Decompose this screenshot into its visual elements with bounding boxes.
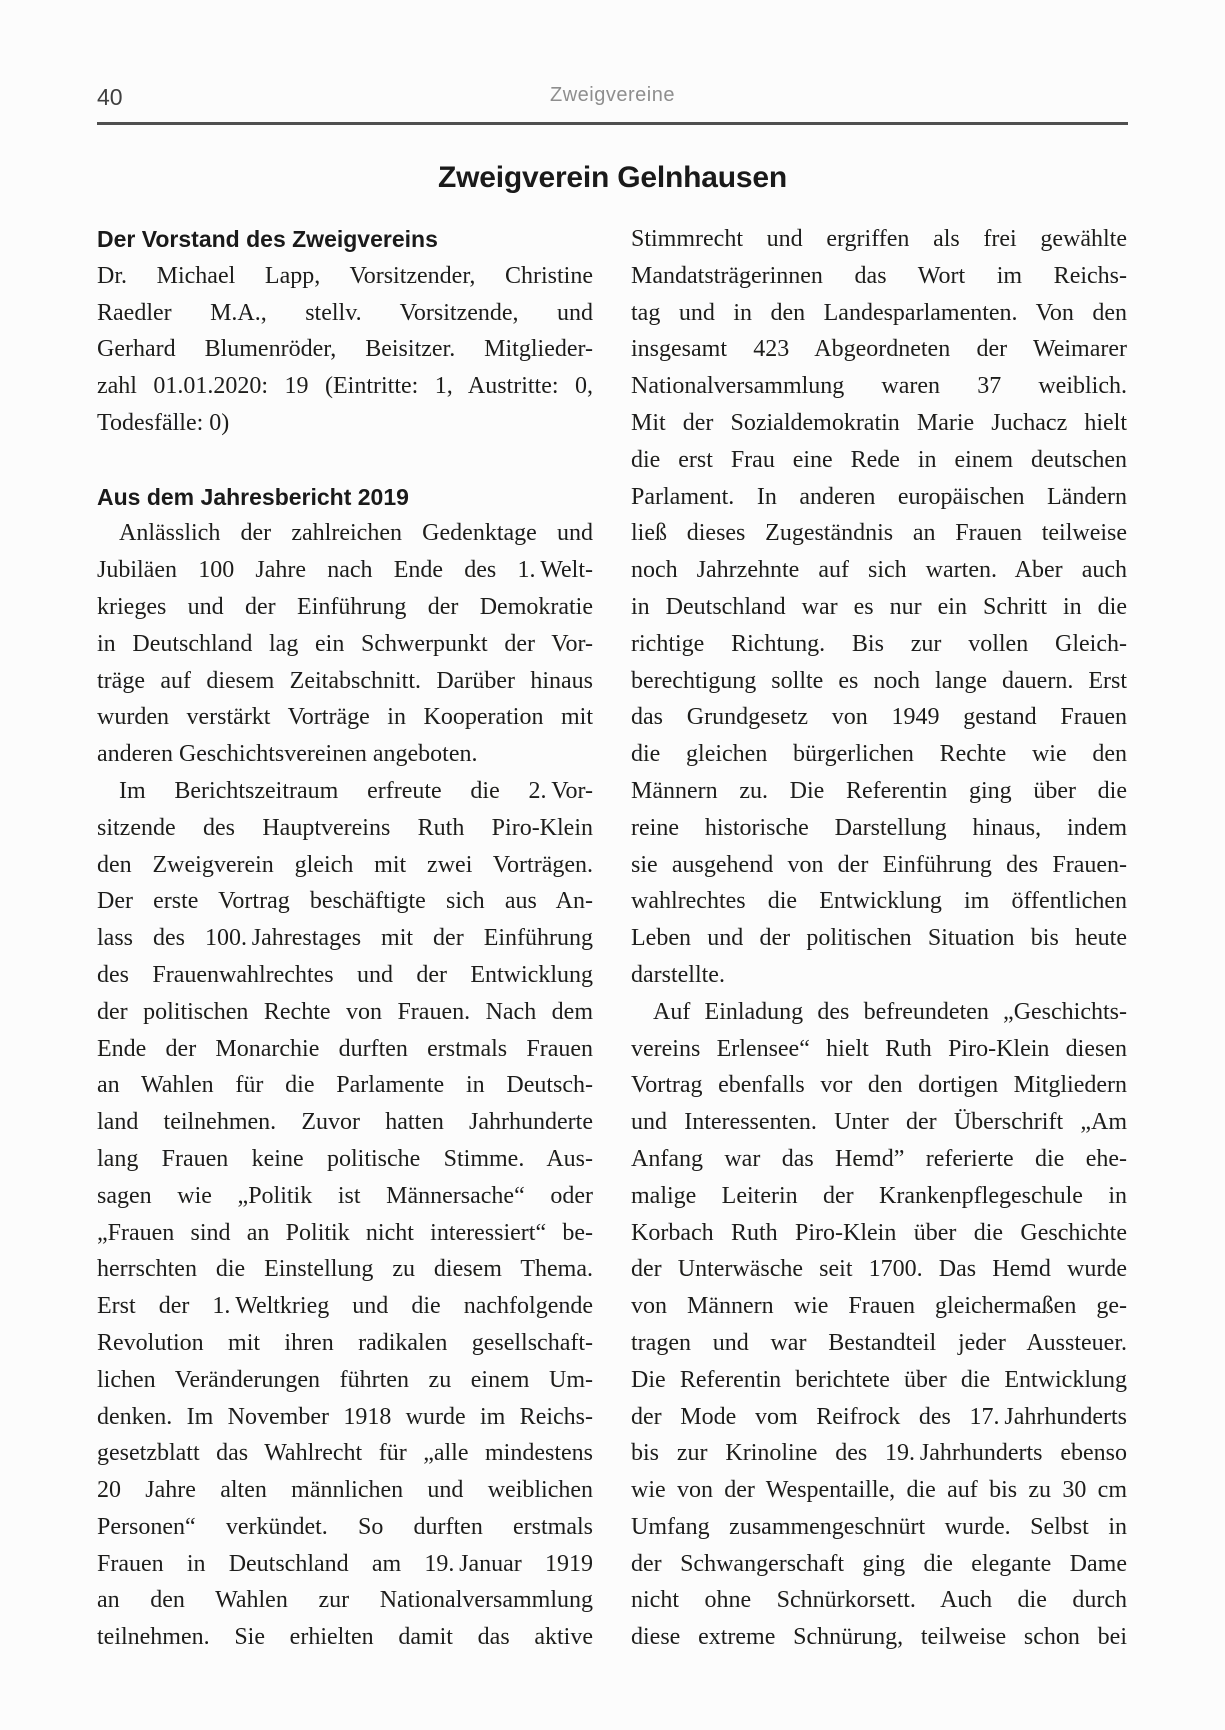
text-line: Jubiläen 100 Jahre nach Ende des 1. Welt-	[97, 557, 593, 584]
text-line: die gleichen bürgerlichen Rechte wie den	[631, 741, 1127, 768]
text-line: Mandatsträgerinnen das Wort im Reichs-	[631, 262, 1127, 289]
text-line: land teilnehmen. Zuvor hatten Jahrhunderte	[97, 1109, 593, 1136]
text-line: in Deutschland war es nur ein Schritt in die	[631, 593, 1127, 620]
text-line: noch Jahrzehnte auf sich warten. Aber auch	[631, 557, 1127, 584]
text-line: Nationalversammlung waren 37 weiblich.	[631, 373, 1127, 400]
text-line: sie ausgehend von der Einführung des Frauen-	[631, 851, 1127, 878]
text-line: in Deutschland lag ein Schwerpunkt der Vor-	[97, 630, 593, 657]
text-line: der Schwangerschaft ging die elegante Dame	[631, 1550, 1127, 1577]
text-line: den Zweigverein gleich mit zwei Vorträgen.	[97, 851, 593, 878]
text-line: das Grundgesetz von 1949 gestand Frauen	[631, 704, 1127, 731]
text-line: Leben und der politischen Situation bis heute	[631, 925, 1127, 952]
text-line: vereins Erlensee“ hielt Ruth Piro-Klein diesen	[631, 1035, 1127, 1062]
text-line: bis zur Krinoline des 19. Jahrhunderts ebenso	[631, 1440, 1127, 1467]
text-line: sitzende des Hauptvereins Ruth Piro-Klein	[97, 814, 593, 841]
text-line: an den Wahlen zur Nationalversammlung	[97, 1587, 593, 1614]
text-line: lass des 100. Jahrestages mit der Einführung	[97, 925, 593, 952]
section-heading-jahresbericht: Aus dem Jahresbericht 2019	[97, 483, 409, 510]
text-line: Auf Einladung des befreundeten „Geschichts-	[653, 998, 1127, 1025]
text-line: Frauen in Deutschland am 19. Januar 1919	[97, 1550, 593, 1577]
section-heading-vorstand: Der Vorstand des Zweigvereins	[97, 226, 438, 252]
text-line: ließ dieses Zugeständnis an Frauen teilweise	[631, 520, 1127, 547]
blank-line	[97, 442, 593, 479]
page-number: 40	[97, 84, 123, 110]
text-line: „Frauen sind an Politik nicht interessiert“ be-	[97, 1219, 593, 1246]
text-line: sagen wie „Politik ist Männersache“ oder	[97, 1182, 593, 1209]
text-line: Revolution mit ihren radikalen gesellschaft-	[97, 1329, 593, 1356]
column-left	[97, 221, 593, 1656]
text-line: berechtigung sollte es noch lange dauern. Erst	[631, 667, 1127, 694]
running-header: Zweigvereine	[550, 84, 675, 106]
text-line: Im Berichtszeitraum erfreute die 2. Vor-	[119, 777, 593, 804]
text-line: Männern zu. Die Referentin ging über die	[631, 777, 1127, 804]
text-line: Die Referentin berichtete über die Entwicklung	[631, 1366, 1127, 1393]
text-line: Parlament. In anderen europäischen Ländern	[631, 483, 1127, 510]
text-line: insgesamt 423 Abgeordneten der Weimarer	[631, 336, 1127, 363]
text-line: anderen Geschichtsvereinen angeboten.	[97, 741, 478, 768]
text-line: reine historische Darstellung hinaus, indem	[631, 814, 1127, 841]
text-line: Erst der 1. Weltkrieg und die nachfolgende	[97, 1293, 593, 1320]
text-line: Der erste Vortrag beschäftigte sich aus An-	[97, 888, 593, 915]
text-line: Todesfälle: 0)	[97, 409, 230, 436]
text-line: Vortrag ebenfalls vor den dortigen Mitgliedern	[631, 1072, 1127, 1099]
page-header	[97, 84, 1128, 112]
text-line: tag und in den Landesparlamenten. Von den	[631, 299, 1127, 326]
text-line: wahlrechtes die Entwicklung im öffentlichen	[631, 888, 1127, 915]
text-line: diese extreme Schnürung, teilweise schon bei	[631, 1624, 1127, 1651]
text-line: von Männern wie Frauen gleichermaßen ge-	[631, 1293, 1127, 1320]
text-line: an Wahlen für die Parlamente in Deutsch-	[97, 1072, 593, 1099]
text-line: lichen Veränderungen führten zu einem Um-	[97, 1366, 593, 1393]
text-line: tragen und war Bestandteil jeder Aussteuer.	[631, 1329, 1127, 1356]
column-right	[631, 221, 1127, 1656]
text-line: Umfang zusammengeschnürt wurde. Selbst in	[631, 1513, 1127, 1540]
text-line: der Unterwäsche seit 1700. Das Hemd wurde	[631, 1256, 1127, 1283]
text-line: 20 Jahre alten männlichen und weiblichen	[97, 1477, 593, 1504]
text-line: Korbach Ruth Piro-Klein über die Geschichte	[631, 1219, 1127, 1246]
text-line: teilnehmen. Sie erhielten damit das aktive	[97, 1624, 593, 1651]
text-line: darstellte.	[631, 961, 725, 988]
text-line: krieges und der Einführung der Demokratie	[97, 593, 593, 620]
text-columns	[97, 221, 1128, 1656]
text-line: herrschten die Einstellung zu diesem Thema.	[97, 1256, 593, 1283]
article-title: Zweigverein Gelnhausen	[437, 161, 788, 194]
text-line: wie von der Wespentaille, die auf bis zu 30 cm	[631, 1477, 1127, 1504]
text-line: richtige Richtung. Bis zur vollen Gleich-	[631, 630, 1127, 657]
header-rule	[97, 122, 1128, 125]
text-line: denken. Im November 1918 wurde im Reichs-	[97, 1403, 593, 1430]
text-line: Dr. Michael Lapp, Vorsitzender, Christine	[97, 262, 593, 289]
text-line: zahl 01.01.2020: 19 (Eintritte: 1, Austritte: 0,	[97, 373, 593, 400]
text-line: Gerhard Blumenröder, Beisitzer. Mitglieder-	[97, 336, 593, 363]
text-line: Stimmrecht und ergriffen als frei gewählte	[631, 226, 1127, 252]
text-line: der Mode vom Reifrock des 17. Jahrhunderts	[631, 1403, 1127, 1430]
text-line: wurden verstärkt Vorträge in Kooperation mit	[97, 704, 593, 731]
text-line: Personen“ verkündet. So durften erstmals	[97, 1513, 593, 1540]
text-line: träge auf diesem Zeitabschnitt. Darüber hinaus	[97, 667, 593, 694]
text-line: und Interessenten. Unter der Überschrift „Am	[631, 1109, 1127, 1136]
text-line: Raedler M.A., stellv. Vorsitzende, und	[97, 299, 593, 326]
text-line: Ende der Monarchie durften erstmals Frauen	[97, 1035, 593, 1062]
text-line: Anlässlich der zahlreichen Gedenktage und	[119, 520, 593, 547]
text-line: malige Leiterin der Krankenpflegeschule in	[631, 1182, 1127, 1209]
text-line: der politischen Rechte von Frauen. Nach dem	[97, 998, 593, 1025]
text-line: Mit der Sozialdemokratin Marie Juchacz hielt	[631, 409, 1127, 436]
text-line: des Frauenwahlrechtes und der Entwicklung	[97, 961, 593, 988]
text-line: nicht ohne Schnürkorsett. Auch die durch	[631, 1587, 1127, 1614]
text-line: gesetzblatt das Wahlrecht für „alle mindestens	[97, 1440, 593, 1467]
text-line: Anfang war das Hemd” referierte die ehe-	[631, 1145, 1127, 1172]
text-line: lang Frauen keine politische Stimme. Aus-	[97, 1145, 593, 1172]
text-line: die erst Frau eine Rede in einem deutschen	[631, 446, 1127, 473]
